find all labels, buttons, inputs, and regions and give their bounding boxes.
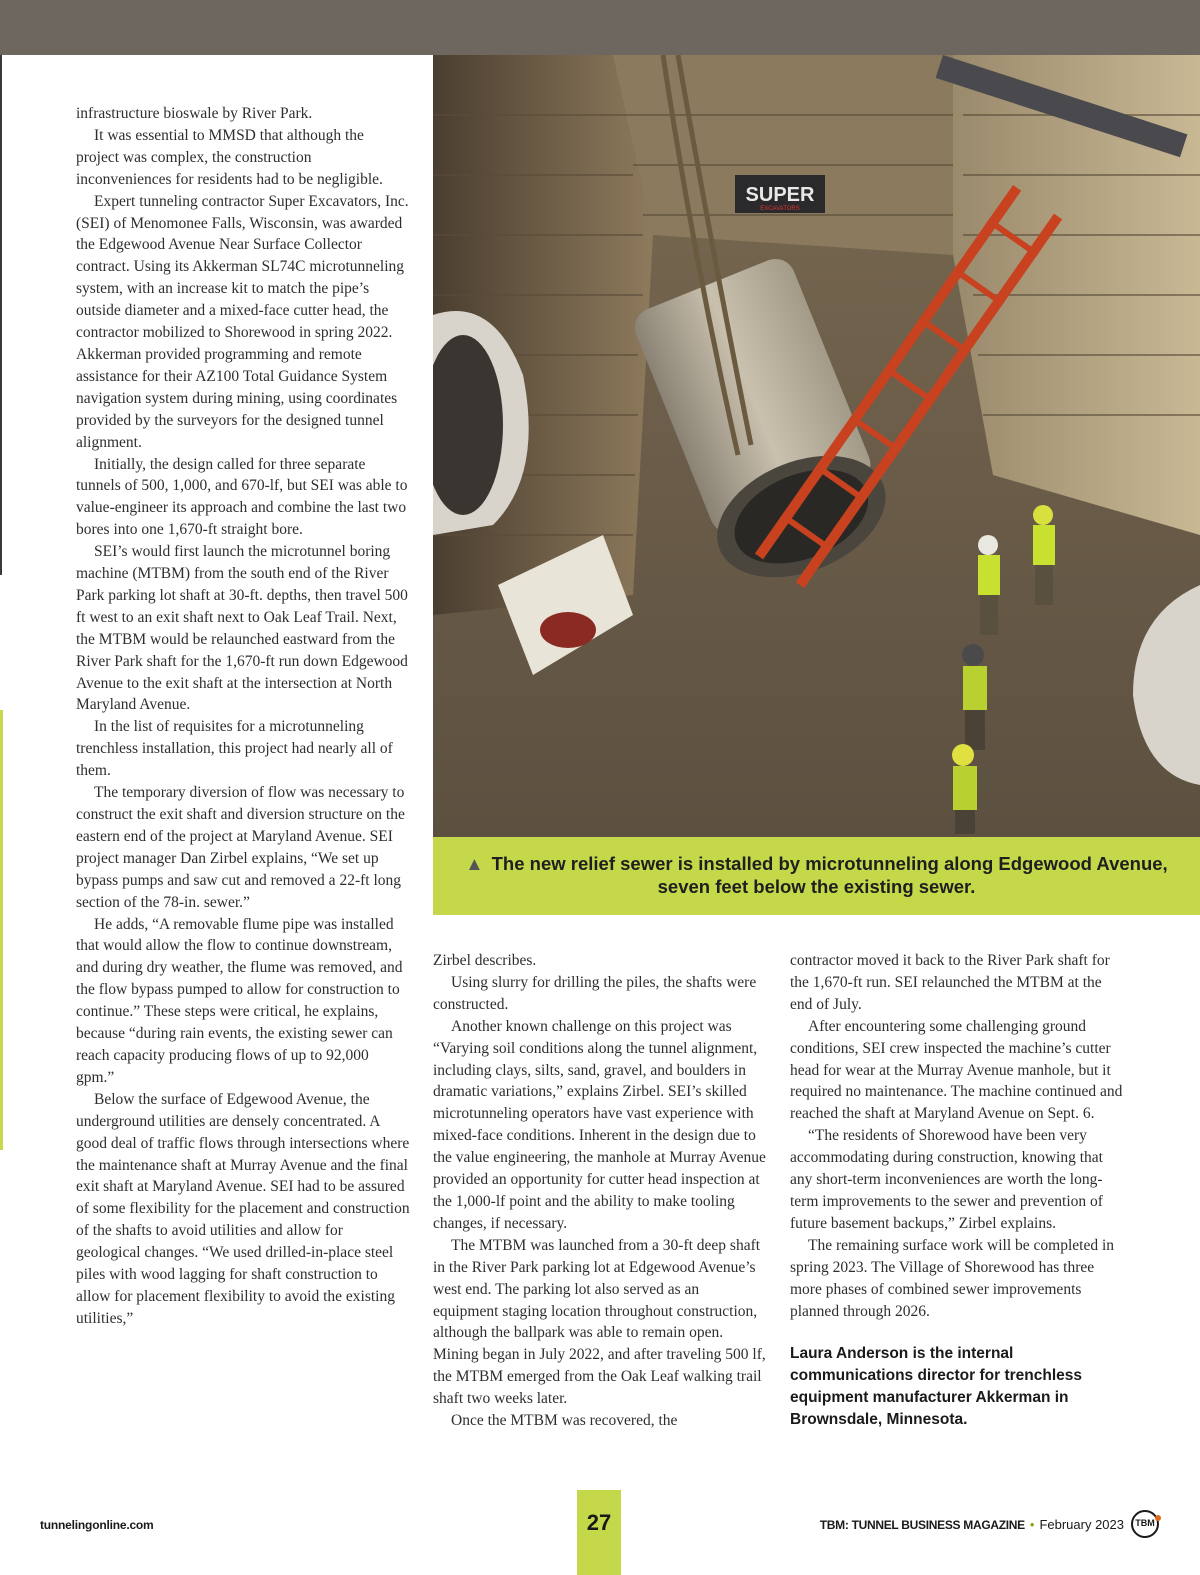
paragraph: Initially, the design called for three separate tunnels of 500, 1,000, and 670-lf, but SEI was able to value-engineer its approach and combine the last two bores into one 1,670-ft straight bore. [76,455,408,539]
sign-subtext: EXCAVATORS [760,206,800,212]
article-column-right [790,950,1124,1431]
paragraph: Another known challenge on this project was “Varying soil conditions along the tunnel alignment, including clays, silts, sand, gravel, and boulders in dramatic variations,” explains Zirbel. SEI’s skilled microtunneling operators have vast experience with mixed-face conditions. Inherent in the design due to the value engineering, the manhole at Murray Avenue provided an opportunity for cutter head inspection at the 1,000-lf point and the ability to make tooling changes, if necessary. [433,1017,766,1232]
paragraph: SEI’s would first launch the microtunnel boring machine (MTBM) from the south end of the River Park parking lot shaft at 30-ft. depths, then travel 500 ft west to an exit shaft next to Oak Leaf Trail. Next, the MTBM would be relaunched eastward from the River Park shaft for the 1,670-ft run down Edgewood Avenue to the exit shaft at the intersection at North Maryland Avenue. [76,543,408,714]
article-column-middle [433,950,767,1432]
photo-caption [433,837,1200,915]
paragraph: Zirbel describes. [433,952,537,969]
paragraph: In the list of requisites for a microtunneling trenchless installation, this project had nearly all of them. [76,718,393,780]
caption-triangle-icon: ▲ [465,853,484,874]
paragraph: contractor moved it back to the River Park shaft for the 1,670-ft run. SEI relaunched the MTBM at the end of July. [790,952,1110,1013]
article-column-left [76,103,410,1330]
issue-date: February 2023 [1039,1517,1124,1532]
paragraph: The temporary diversion of flow was necessary to construct the exit shaft and diversion structure on the eastern end of the project at Maryland Avenue. SEI project manager Dan Zirbel explains, “We set up bypass pumps and saw cut and removed a 22-ft long section of the 78-in. sewer.” [76,784,405,911]
magazine-name: TBM: TUNNEL BUSINESS MAGAZINE [819,1518,1025,1532]
page-number: 27 [586,1510,612,1535]
margin-rule [0,55,2,575]
separator-dot: • [1029,1517,1035,1532]
debris [540,612,596,648]
paragraph: infrastructure bioswale by River Park. [76,105,313,122]
website-link[interactable]: tunnelingonline.com [40,1518,154,1532]
caption-line-1: The new relief sewer is installed by microtunneling along Edgewood Avenue, [491,853,1168,874]
paragraph: The MTBM was launched from a 30-ft deep shaft in the River Park parking lot at Edgewood Avenue’s west end. The parking lot also served as an equipment staging location throughout construction, although the ballpark was able to remain open. Mining began in July 2022, and after traveling 500 lf, the MTBM emerged from the Oak Leaf walking trail shaft two weeks later. [433,1236,766,1408]
footer-publication [820,1517,1124,1532]
margin-accent [0,710,3,1150]
logo-text: TBM [1135,1518,1155,1528]
sign-text: SUPER [745,184,815,206]
shaft-illustration [433,55,1200,837]
author-bio: Laura Anderson is the internal communications director for trenchless equipment manufacturer Akkerman in Brownsdale, Minnesota. [790,1345,1082,1429]
paragraph: After encountering some challenging ground conditions, SEI crew inspected the machine’s cutter head for wear at the Murray Avenue manhole, but it required no maintenance. The machine continued and reached the shaft at Maryland Avenue on Sept. 6. [790,1017,1123,1123]
page-number-box [577,1490,621,1575]
paragraph: Once the MTBM was recovered, the [451,1412,678,1430]
header-band [0,0,1200,55]
paragraph: He adds, “A removable flume pipe was installed that would allow the flow to continue downstream, and during dry weather, the flume was removed, and the flow bypass pumped to allow for construction to continue.” These steps were critical, he explains, because “during rain events, the existing sewer can reach capacity producing flows of up to 92,000 gpm.” [76,915,403,1086]
paragraph: “The residents of Shorewood have been very accommodating during construction, knowing that any short-term inconveniences are worth the long-term improvements to the sewer and prevention of future basement backups,” Zirbel explains. [790,1127,1103,1232]
paragraph: It was essential to MMSD that although the project was complex, the construction inconveniences for residents had to be negligible. [76,126,383,188]
tbm-logo-icon [1131,1510,1159,1538]
paragraph: The remaining surface work will be completed in spring 2023. The Village of Shorewood has three more phases of combined sewer improvements planned through 2026. [790,1236,1115,1320]
construction-shaft-photo [433,55,1200,837]
caption-line-2: seven feet below the existing sewer. [657,876,976,897]
shaft-wall-back [613,55,953,255]
paragraph: Using slurry for drilling the piles, the shafts were constructed. [433,973,757,1013]
paragraph: Expert tunneling contractor Super Excavators, Inc. (SEI) of Menomonee Falls, Wisconsin, was awarded the Edgewood Avenue Near Surface Collector contract. Using its Akkerman SL74C microtunneling system, with an increase kit to match the pipe’s outside diameter and a mixed-face cutter head, the contractor mobilized to Shorewood in spring 2022. Akkerman provided programming and remote assistance for their AZ100 Total Guidance System navigation system during mining, using coordinates provided by the surveyors for the designed tunnel alignment. [76,192,409,451]
paragraph: Below the surface of Edgewood Avenue, the underground utilities are densely concentrated. A good deal of traffic flows through intersections where the maintenance shaft at Murray Avenue and the final exit shaft at Maryland Avenue. SEI had to be assured of some flexibility for the placement and construction of the shafts to avoid utilities and allow for geological changes. “We used drilled-in-place steel piles with wood lagging for shaft construction to allow for placement flexibility to avoid the existing utilities,” [76,1090,410,1327]
